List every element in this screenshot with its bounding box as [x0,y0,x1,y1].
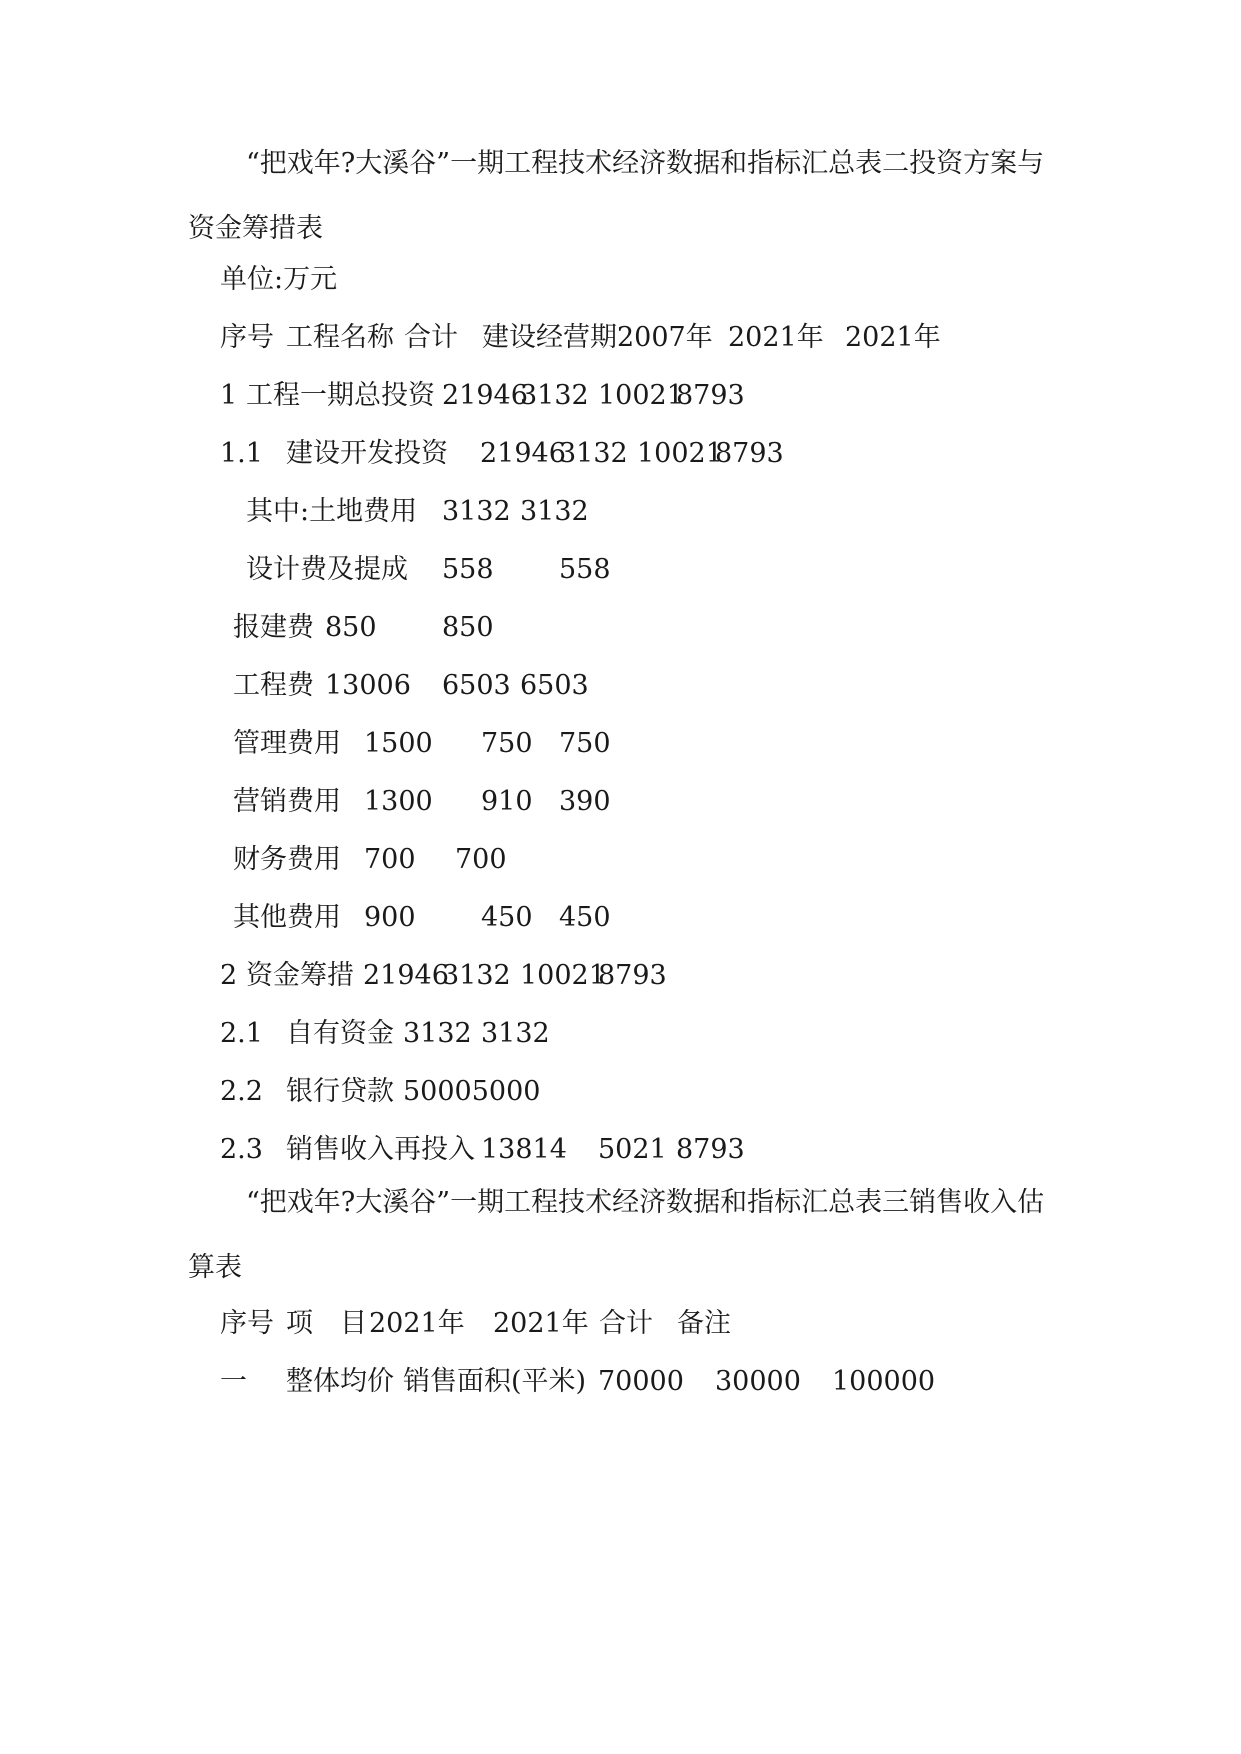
header-period: 建设经营期2007年 [482,322,713,353]
row-total: 1300 [364,786,433,817]
row-total: 21946 [480,438,566,469]
row-no: 1.1 [220,438,263,469]
row-no: 一 [220,1366,247,1397]
row-total: 13814 [481,1134,567,1165]
row-no: 2.2 [220,1076,263,1107]
row-total: 3132 [403,1018,472,1049]
header-no: 序号 [220,1308,274,1339]
row-y2: 10021 [598,380,684,411]
row-name: 建设开发投资 [286,438,448,469]
row-name: 银行贷款 [286,1076,394,1107]
row-name: 管理费用 [233,728,341,759]
row-y3: 6503 [520,670,589,701]
header-item2: 目 [340,1308,367,1339]
heading-table3: “把戏年?大溪谷”一期工程技术经济数据和指标汇总表三销售收入估算表 [188,1187,1045,1283]
row-y2: 850 [442,612,494,643]
header-year1: 2021年 [369,1308,465,1339]
row-sub: 销售面积(平米) [403,1366,587,1397]
header-item: 项 [286,1308,313,1339]
row-total: 900 [364,902,416,933]
row-total: 700 [364,844,416,875]
row-y3: 450 [559,902,611,933]
row-no: 2.1 [220,1018,263,1049]
row-y1: 3132 [520,496,589,527]
row-y2: 910 [481,786,533,817]
row-y2: 750 [481,728,533,759]
row-total: 21946 [442,380,528,411]
row-y3: 8793 [676,1134,745,1165]
row-y2: 700 [455,844,507,875]
header-no: 序号 [220,322,274,353]
unit-label: 单位:万元 [220,264,338,295]
row-y1: 3132 [442,960,511,991]
row-y1: 3132 [559,438,628,469]
row-y3: 750 [559,728,611,759]
header-year2: 2021年 [728,322,824,353]
row-total: 100000 [832,1366,936,1397]
row-y1: 3132 [520,380,589,411]
row-name: 其中:土地费用 [246,496,418,527]
row-item: 整体均价 [286,1366,394,1397]
row-name: 工程费 [233,670,314,701]
row-name: 销售收入再投入 [286,1134,475,1165]
row-y2: 10021 [520,960,606,991]
row-y2: 5021 [598,1134,667,1165]
row-total: 558 [442,554,494,585]
header-total: 合计 [404,322,458,353]
row-y3: 8793 [598,960,667,991]
row-name: 资金筹措 [246,960,354,991]
header-remark: 备注 [677,1308,731,1339]
row-y3: 8793 [676,380,745,411]
row-total: 850 [325,612,377,643]
row-name: 其他费用 [233,902,341,933]
row-name: 自有资金 [286,1018,394,1049]
row-y2: 6503 [442,670,511,701]
row-y3: 390 [559,786,611,817]
header-total: 合计 [599,1308,653,1339]
row-y1: 3132 [481,1018,550,1049]
row-total: 50005000 [403,1076,541,1107]
header-year3: 2021年 [845,322,941,353]
row-y2: 10021 [637,438,723,469]
row-name: 营销费用 [233,786,341,817]
row-total: 21946 [363,960,449,991]
row-total: 1500 [364,728,433,759]
row-name: 财务费用 [233,844,341,875]
row-no: 2 [220,960,238,991]
header-year2: 2021年 [493,1308,589,1339]
row-name: 设计费及提成 [246,554,408,585]
heading-table2: “把戏年?大溪谷”一期工程技术经济数据和指标汇总表二投资方案与资金筹措表 [188,148,1045,244]
row-y2: 30000 [715,1366,801,1397]
row-y3: 8793 [715,438,784,469]
header-name: 工程名称 [286,322,394,353]
row-total: 3132 [442,496,511,527]
row-name: 报建费 [233,612,314,643]
row-y1: 70000 [598,1366,684,1397]
row-y2: 558 [559,554,611,585]
row-no: 1 [220,380,238,411]
row-y2: 450 [481,902,533,933]
row-name: 工程一期总投资 [246,380,435,411]
row-no: 2.3 [220,1134,263,1165]
row-total: 13006 [325,670,411,701]
